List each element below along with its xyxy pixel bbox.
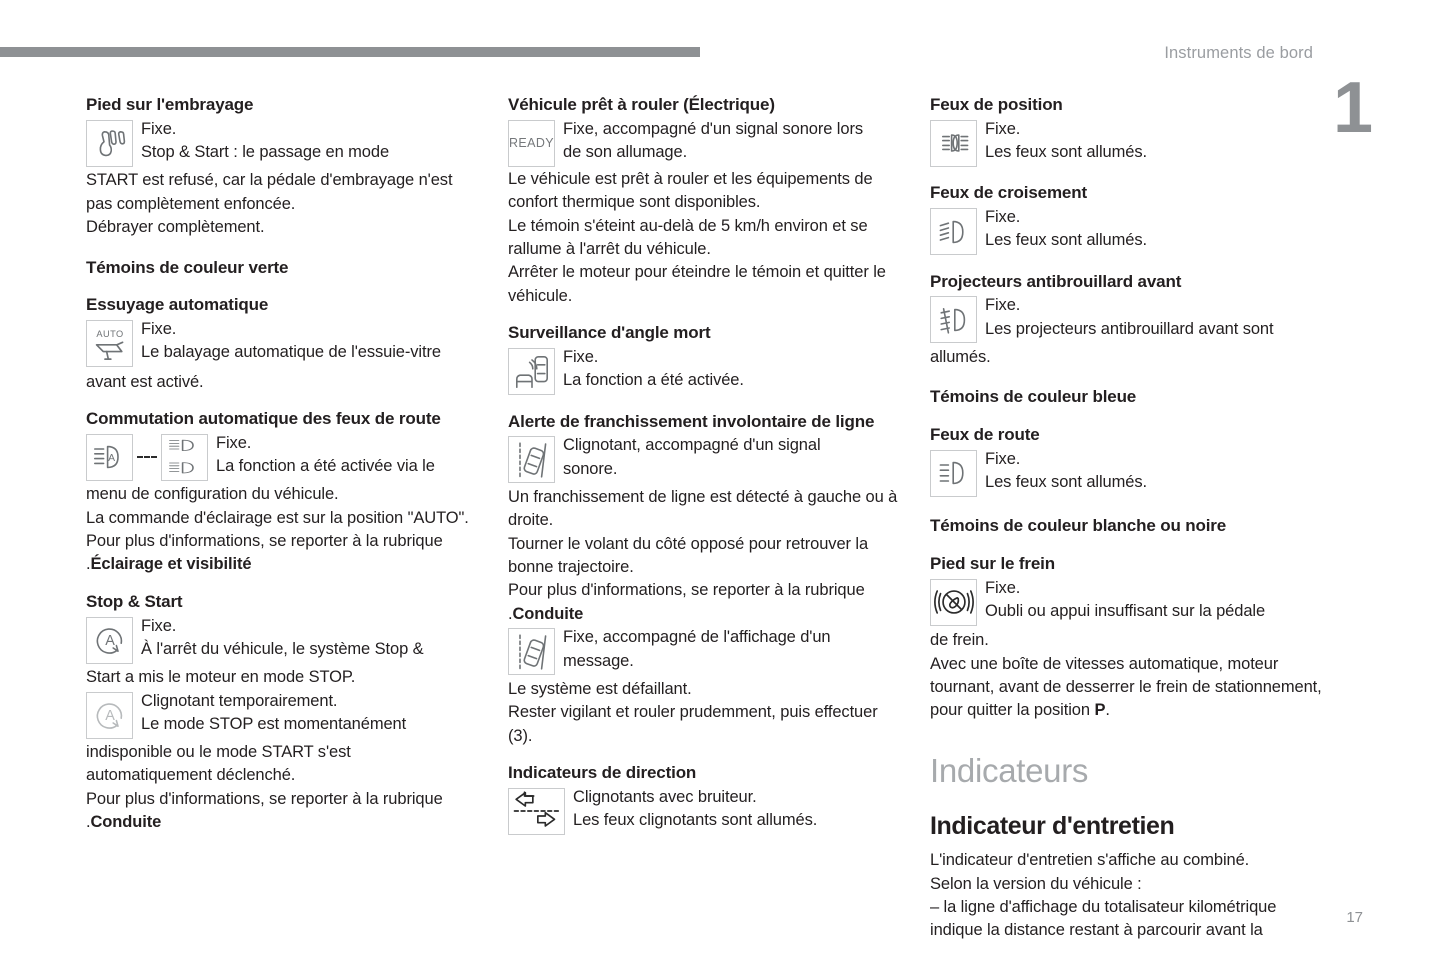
- turn-indicators-icon: [508, 788, 565, 838]
- paragraph-frein-2: [930, 653, 1322, 723]
- column-2: [508, 94, 901, 943]
- entry-line-2: À l'arrêt du véhicule, le système Stop &: [141, 640, 424, 659]
- auto-high-beam-icon-pair: [86, 434, 208, 483]
- entry-text: [563, 118, 901, 165]
- foot-on-brake-icon: [930, 579, 977, 629]
- entry-line-1: Clignotant temporairement.: [141, 691, 338, 710]
- entry-text: [141, 690, 479, 737]
- entry-text: [985, 206, 1322, 253]
- entry-franchissement-fault: [508, 626, 901, 677]
- entry-line-2: Stop & Start : le passage en mode: [141, 143, 390, 162]
- entry-indicateurs-direction: [508, 786, 901, 838]
- paragraph-frein-2-period: .: [1105, 701, 1110, 720]
- entry-text: [141, 118, 479, 165]
- entry-line-2: Le balayage automatique de l'essuie-vitre: [141, 343, 441, 362]
- entry-line-2: Les feux clignotants sont allumés.: [573, 811, 818, 830]
- entry-line-2: Les feux sont allumés.: [985, 473, 1147, 492]
- heading-vehicule-pret: Véhicule prêt à rouler (Électrique): [508, 95, 775, 114]
- entry-line-1: Fixe.: [141, 616, 177, 635]
- entry-line-2: Les feux sont allumés.: [985, 143, 1147, 162]
- entry-line-1: Fixe.: [141, 119, 177, 138]
- entry-line-2: message.: [563, 651, 634, 670]
- entry-line-2: de son allumage.: [563, 143, 688, 162]
- entry-line-1: Fixe.: [216, 433, 252, 452]
- heading-indicateurs-direction: Indicateurs de direction: [508, 763, 697, 783]
- paragraph-franchissement-2: Tourner le volant du côté opposé pour retrouver la bonne trajectoire.: [508, 534, 869, 577]
- svg-text:AUTO: AUTO: [95, 328, 124, 339]
- paragraph-ready-3: Arrêter le moteur pour éteindre le témoin et quitter le véhicule.: [508, 263, 886, 305]
- heading-franchissement-ligne: Alerte de franchissement involontaire de ligne: [508, 411, 875, 431]
- column-1: [86, 94, 479, 943]
- entry-line-1: Fixe, accompagné de l'affichage d'un: [563, 628, 831, 647]
- entry-line-1: Fixe.: [985, 208, 1021, 226]
- paragraph-ready-1: Le véhicule est prêt à rouler et les équipements de confort thermique sont disponibles.: [508, 169, 873, 212]
- paragraph-essuyage: avant est activé.: [86, 372, 204, 391]
- heading-temoins-blanche-noire: Témoins de couleur blanche ou noire: [930, 516, 1227, 536]
- part-title-indicateurs: Indicateurs: [930, 751, 1089, 789]
- heading-feux-route: Feux de route: [930, 424, 1040, 444]
- entry-feux-position: [930, 118, 1322, 169]
- main-beam-icon: [930, 450, 977, 499]
- paragraph-franchissement-3: [508, 579, 901, 626]
- paragraph-frein-2-text: Avec une boîte de vitesses automatique, moteur tournant, avant de desserrer le frein de stationnement, pour quitter la position: [930, 654, 1322, 720]
- heading-angle-mort: Surveillance d'angle mort: [508, 323, 711, 343]
- entry-feux-route: [930, 448, 1322, 499]
- svg-text:A: A: [104, 632, 115, 649]
- entry-feux-croisement: [930, 206, 1322, 257]
- heading-stop-start: Stop & Start: [86, 591, 183, 611]
- dipped-beam-icon: [930, 208, 977, 257]
- entry-pied-embrayage: [86, 118, 479, 169]
- entry-antibrouillard: [930, 294, 1322, 345]
- cross-ref-text: Pour plus d'informations, se reporter à la rubrique .: [508, 581, 865, 623]
- stop-start-icon: [86, 617, 133, 666]
- entry-text: [563, 346, 901, 393]
- svg-text:A: A: [104, 707, 115, 724]
- entry-line-1: Clignotants avec bruiteur.: [573, 787, 757, 806]
- stop-start-blink-icon: [86, 692, 133, 741]
- entry-line-1: Fixe, accompagné d'un signal sonore lors: [563, 119, 863, 138]
- header-rule: [0, 47, 700, 57]
- entry-line-2: La fonction a été activée.: [563, 371, 744, 390]
- paragraph-commutation-2: La commande d'éclairage est sur la position "AUTO".: [86, 508, 469, 527]
- entry-line-1: Fixe.: [985, 119, 1021, 138]
- position-lights-icon: [930, 120, 977, 169]
- paragraph-commutation-1: menu de configuration du véhicule.: [86, 485, 339, 504]
- paragraph-fault-2: Rester vigilant et rouler prudemment, puis effectuer (3).: [508, 703, 878, 745]
- heading-feux-croisement: Feux de croisement: [930, 183, 1087, 203]
- auto-wiper-icon: [86, 320, 133, 370]
- column-3: [930, 94, 1322, 943]
- paragraph-embrayage-2: Débrayer complètement.: [86, 218, 265, 237]
- paragraph-entretien-1: L'indicateur d'entretien s'affiche au combiné.: [930, 851, 1250, 870]
- entry-line-1: Clignotant, accompagné d'un signal: [563, 436, 821, 455]
- high-beam-pair-icon: [161, 434, 208, 481]
- entry-stop-start-fixed: [86, 615, 479, 666]
- cross-ref-target: Conduite: [90, 813, 162, 832]
- gear-position-p: P: [1094, 701, 1106, 720]
- foot-on-clutch-icon: [86, 120, 133, 169]
- heading-commutation-feux-route: Commutation automatique des feux de route: [86, 408, 441, 428]
- entry-line-2: La fonction a été activée via le: [216, 457, 435, 476]
- entry-line-2: Les projecteurs antibrouillard avant sont: [985, 319, 1274, 338]
- paragraph-fault-1: Le système est défaillant.: [508, 679, 692, 698]
- entry-line-2: Oubli ou appui insuffisant sur la pédale: [985, 602, 1266, 621]
- paragraph-stop-start-2: indisponible ou le mode START s'est automatiquement déclenché.: [86, 743, 351, 785]
- heading-temoins-verte: Témoins de couleur verte: [86, 257, 289, 277]
- paragraph-stop-start-3: [86, 788, 479, 835]
- entry-essuyage: [86, 318, 479, 370]
- entry-line-1: Fixe.: [985, 578, 1021, 597]
- auto-high-beam-icon: [86, 434, 133, 481]
- lane-departure-warning-icon: [508, 436, 555, 485]
- heading-pied-sur-embrayage: Pied sur l'embrayage: [86, 95, 254, 114]
- entry-stop-start-blinking: [86, 690, 479, 741]
- entry-text: [985, 448, 1322, 495]
- entry-text: [563, 434, 901, 481]
- paragraph-frein-1: de frein.: [930, 631, 989, 650]
- entry-text: [573, 786, 901, 833]
- entry-text: [141, 318, 479, 365]
- svg-text:A: A: [107, 453, 115, 465]
- header-title: Instruments de bord: [1164, 44, 1313, 62]
- entry-commutation: [86, 432, 479, 483]
- heading-essuyage-automatique: Essuyage automatique: [86, 295, 269, 315]
- heading-antibrouillard-avant: Projecteurs antibrouillard avant: [930, 271, 1182, 291]
- entry-line-2: Les feux sont allumés.: [985, 231, 1147, 250]
- cross-ref-target: Conduite: [512, 604, 584, 623]
- cross-ref-text: Pour plus d'informations, se reporter à la rubrique .: [86, 789, 443, 832]
- entry-text: [985, 577, 1322, 624]
- entry-line-1: Fixe.: [985, 296, 1021, 315]
- cross-ref-text: Pour plus d'informations, se reporter à la rubrique .: [86, 532, 443, 574]
- entry-text: [563, 626, 901, 673]
- front-fog-lights-icon: [930, 296, 977, 345]
- lane-departure-fault-icon: [508, 628, 555, 677]
- paragraph-ready-2: Le témoin s'éteint au-delà de 5 km/h environ et se rallume à l'arrêt du véhicule.: [508, 216, 868, 259]
- paragraph-franchissement-1: Un franchissement de ligne est détecté à gauche ou à droite.: [508, 487, 898, 530]
- entry-text: [216, 432, 479, 479]
- paragraph-entretien-3: – la ligne d'affichage du totalisateur kilométrique indique la distance restant à parcourir avant la: [930, 898, 1277, 940]
- entry-line-1: Fixe.: [985, 449, 1021, 468]
- entry-text: [141, 615, 479, 662]
- dashed-connector: [137, 456, 157, 458]
- page-number: 17: [1346, 909, 1363, 926]
- ready-icon: [508, 120, 555, 167]
- ready-label: READY: [508, 120, 555, 167]
- heading-feux-position: Feux de position: [930, 95, 1063, 114]
- entry-line-2: Le mode STOP est momentanément: [141, 714, 407, 733]
- heading-indicateur-entretien: Indicateur d'entretien: [930, 812, 1175, 841]
- chapter-number: 1: [1332, 68, 1371, 148]
- entry-line-1: Fixe.: [563, 348, 599, 367]
- heading-temoins-bleue: Témoins de couleur bleue: [930, 387, 1137, 407]
- content-columns: [86, 94, 1322, 943]
- heading-pied-sur-frein: Pied sur le frein: [930, 553, 1055, 573]
- paragraph-antibrouillard: allumés.: [930, 347, 991, 366]
- paragraph-entretien-2: Selon la version du véhicule :: [930, 874, 1142, 893]
- paragraph-embrayage-1: START est refusé, car la pédale d'embrayage n'est pas complètement enfoncée.: [86, 171, 453, 213]
- blind-spot-monitoring-icon: [508, 348, 555, 397]
- entry-ready: [508, 118, 901, 167]
- cross-ref-target: Éclairage et visibilité: [90, 555, 252, 574]
- entry-franchissement-blink: [508, 434, 901, 485]
- entry-line-2: sonore.: [563, 459, 618, 478]
- entry-angle-mort: [508, 346, 901, 397]
- paragraph-stop-start-1: Start a mis le moteur en mode STOP.: [86, 668, 356, 687]
- entry-line-1: Fixe.: [141, 320, 177, 339]
- paragraph-commutation-3: [86, 530, 479, 577]
- entry-pied-frein: [930, 577, 1322, 629]
- entry-text: [985, 294, 1322, 341]
- entry-text: [985, 118, 1322, 165]
